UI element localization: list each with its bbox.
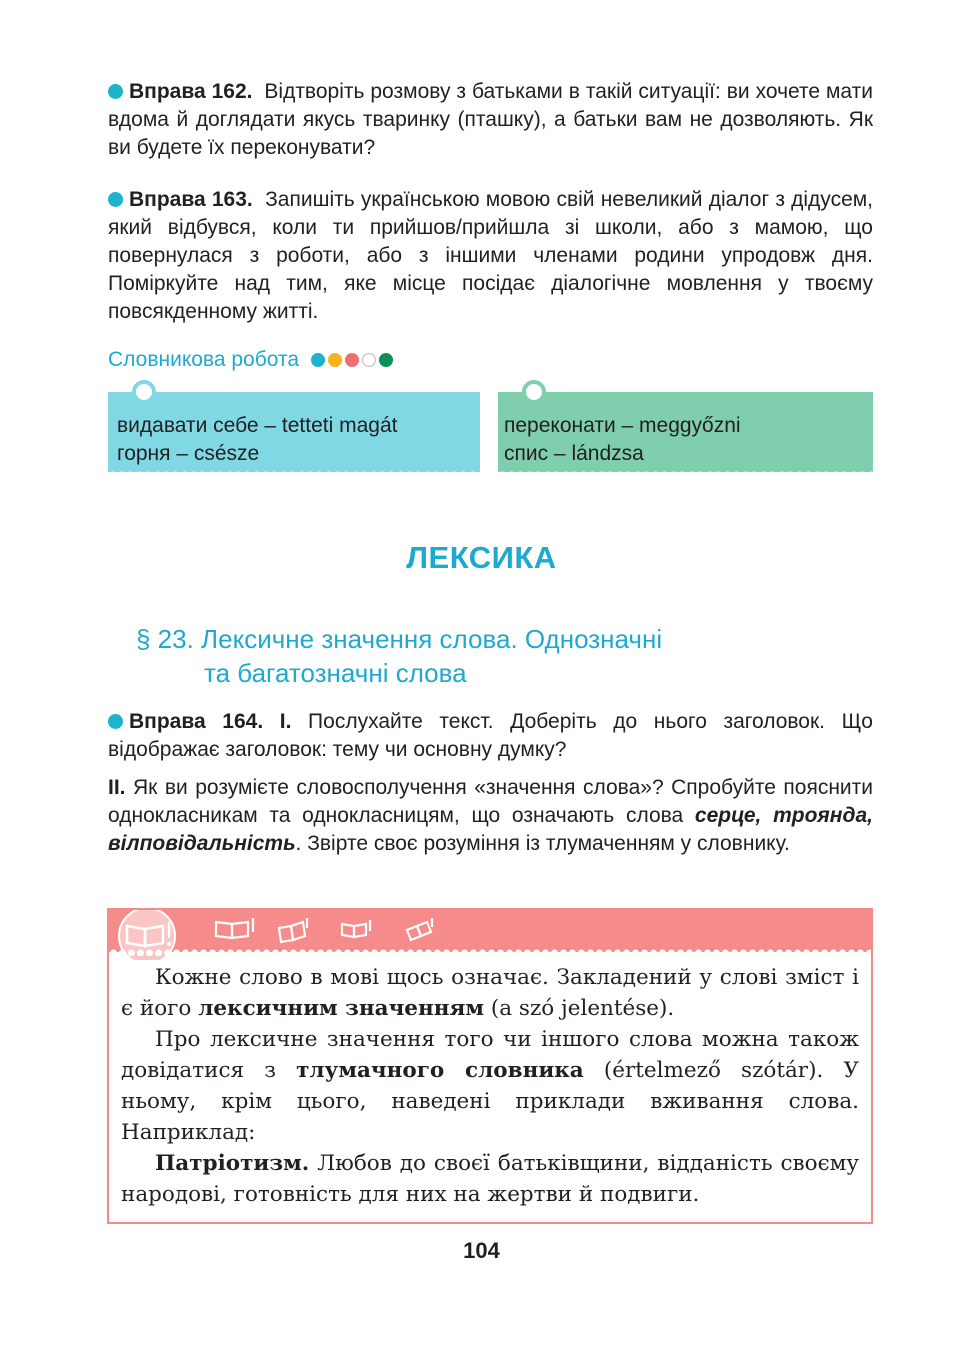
exercise-163 (108, 186, 873, 326)
ring-icon (132, 380, 156, 404)
rule-paragraph-2 (121, 1024, 859, 1148)
paragraph-heading-line2: та багатозначні слова (204, 658, 467, 688)
level-dots-icon (311, 353, 393, 367)
vocab-card-left (108, 392, 480, 472)
scalloped-edge (498, 470, 873, 478)
rule-box (107, 908, 873, 1224)
scalloped-edge (108, 470, 480, 478)
vocab-entry: спис – lándzsa (504, 442, 644, 465)
paragraph-heading (136, 622, 662, 690)
rule-text-span: Любов до своєї батьківщини, відданість своєму народові, готовність для них на жертви й подвиги. (121, 1151, 859, 1207)
exercise-164-label: Вправа 164. (129, 710, 264, 733)
exercise-162 (108, 78, 873, 162)
bullet-dot-icon (108, 714, 123, 729)
exercise-164 (108, 708, 873, 858)
exercise-164-part1-text: Послухайте текст. Доберіть до нього заголовок. Що відображає заголовок: тему чи основну думку? (108, 710, 873, 761)
rule-box-header (109, 910, 871, 952)
exercise-164-part2-text: Як ви розумієте словосполучення «значення слова»? Спробуйте пояснити однокласникам та однокласницям, що означають слова (108, 776, 873, 827)
rule-paragraph-1 (121, 962, 859, 1024)
vocab-card-left-text (117, 412, 397, 468)
exercise-163-body: Запишіть українською мовою свій невеликий діалог з дідусем, який відбувся, коли ти прийшов/прийшла зі школи, або з мамою, що повернулася з роботи, або з іншими членами родини упродовж дня. Поміркуйте над тим, яке місце посідає діалогічне мовлення у твоєму повсякденному житті. (108, 188, 874, 323)
vocab-card-right (498, 392, 873, 472)
term-lexical-meaning: лексичним значенням (198, 996, 485, 1021)
rule-text (121, 962, 859, 1210)
rule-text-span: Про лексичне значення того чи іншого слова можна також довідатися з (121, 1027, 859, 1083)
exercise-162-text (108, 78, 873, 162)
term-dictionary: тлумачного словника (296, 1058, 584, 1083)
exercise-162-body: Відтворіть розмову з батьками в такій ситуації: ви хочете мати вдома й доглядати якусь тваринку (пташку), а батьки вам не дозволяють. Як ви будете їх переконувати? (108, 80, 874, 159)
exercise-164-part2 (108, 774, 873, 858)
rule-text-span: (értelmező szótár). У ньому, крім цього, наведені приклади вживання слова. Наприклад: (121, 1058, 859, 1145)
vocabulary-title (108, 348, 393, 372)
exercise-164-part2-text-end: . Звірте своє розуміння із тлумаченням у словнику. (295, 832, 790, 855)
part-number: I. (279, 710, 292, 733)
scalloped-edge (109, 948, 871, 956)
ring-icon (522, 380, 546, 404)
vocab-entry: переконати – meggyőzni (504, 414, 741, 437)
rule-text-span: (a szó jelentése). (490, 996, 675, 1021)
exercise-162-label: Вправа 162. (129, 80, 253, 103)
exercise-163-text (108, 186, 873, 326)
emphasized-words: серце, троянда, вілповідальність (108, 804, 873, 855)
vocab-card-right-text (504, 412, 741, 468)
vocab-entry: горня – csésze (117, 442, 260, 465)
example-headword: Патріотизм. (155, 1151, 310, 1176)
paragraph-heading-line1: § 23. Лексичне значення слова. Однозначні (136, 624, 663, 654)
exercise-164-part1 (108, 708, 873, 764)
vocabulary-title-text: Словникова робота (108, 348, 300, 371)
vocab-entry: видавати себе – tetteti magát (117, 414, 398, 437)
section-title: ЛЕКСИКА (406, 540, 557, 575)
bullet-dot-icon (108, 192, 123, 207)
bullet-dot-icon (108, 84, 123, 99)
page-number: 104 (463, 1238, 500, 1263)
part-number: II. (108, 776, 126, 799)
rule-paragraph-3 (121, 1148, 859, 1210)
rule-text-span: Кожне слово в мові щось означає. Закладений у слові зміст і є його (121, 965, 859, 1021)
exercise-163-label: Вправа 163. (129, 188, 253, 211)
